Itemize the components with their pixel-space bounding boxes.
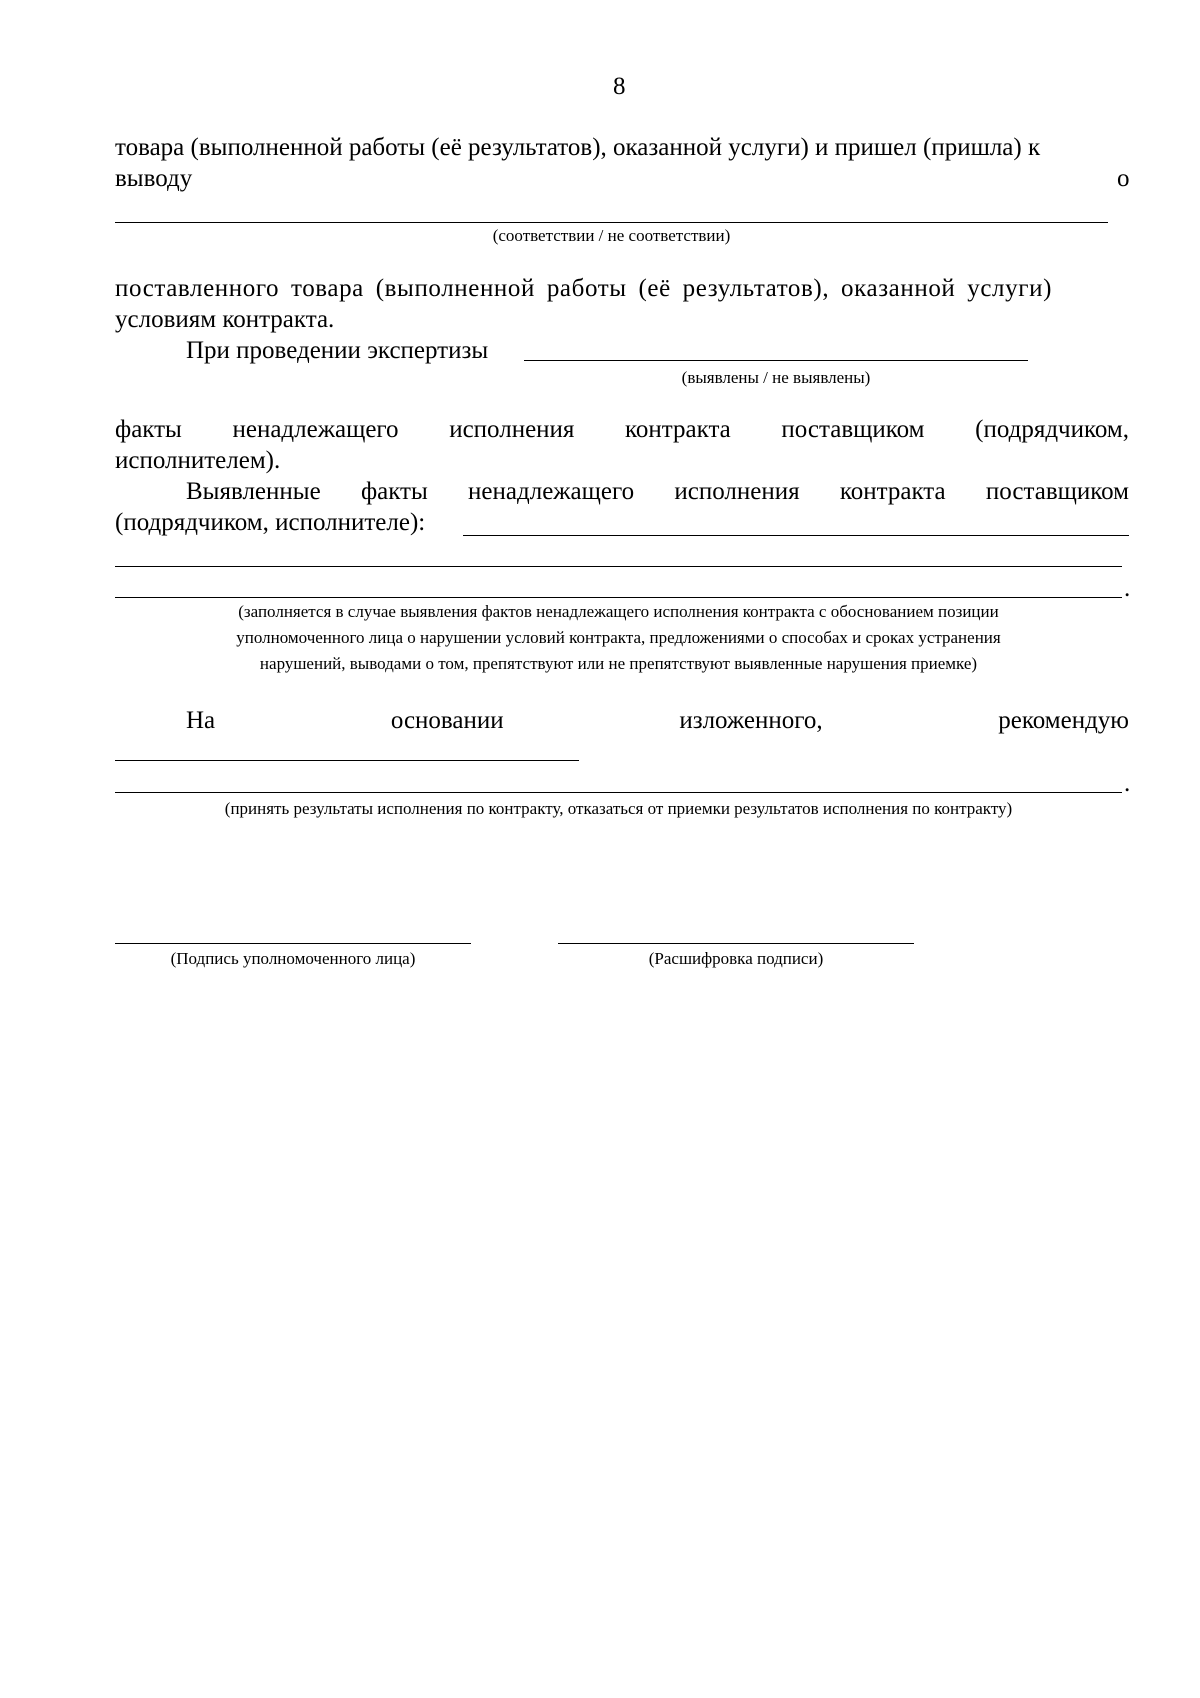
violations-fill-line-3 (115, 597, 1122, 598)
expertise-text: При проведении экспертизы (186, 337, 489, 364)
expertise-fill-line (524, 360, 1028, 361)
violations-caption-line1: (заполняется в случае выявления фактов ненадлежащего исполнения контракта с обоснованием позиции (238, 602, 999, 621)
para2-line2: условиям контракта. (115, 306, 335, 333)
para4-line2: (подрядчиком, исполнителе): (115, 509, 426, 536)
word: факты (360, 478, 428, 505)
word: контракта (625, 416, 731, 443)
violations-caption-line3: нарушений, выводами о том, препятствуют или не препятствуют выявленные нарушения приемке) (259, 654, 978, 673)
signature-decode-line (558, 943, 914, 944)
expertise-caption: (выявлены / не выявлены) (681, 368, 871, 387)
conformity-caption: (соответствии / не соответствии) (492, 226, 731, 245)
para2-line1: поставленного товара (выполненной работы (её результатов), оказанной услуги) (115, 275, 1052, 302)
word: поставщиком (985, 478, 1129, 505)
word: изложенного, (679, 707, 823, 734)
word: рекомендую (998, 707, 1129, 734)
word: поставщиком (781, 416, 925, 443)
para1-line2-word: выводу (115, 165, 193, 192)
violations-fill-line-1 (463, 535, 1129, 536)
para5-line1 (186, 706, 1129, 736)
word: факты (115, 416, 182, 443)
page-number: 8 (613, 73, 626, 100)
word: контракта (839, 478, 946, 505)
word: Выявленные (186, 478, 321, 505)
para3-line1 (115, 415, 1129, 445)
para1-line1: товара (выполненной работы (её результатов), оказанной услуги) и пришел (пришла) к (115, 134, 1041, 161)
word: На (186, 707, 216, 734)
conformity-fill-line (115, 222, 1108, 223)
word: исполнения (674, 478, 800, 505)
violations-fill-line-2 (115, 566, 1122, 567)
para1-line2-end: о (1117, 165, 1130, 192)
signature-decode-caption: (Расшифровка подписи) (648, 949, 824, 968)
signature-line (115, 943, 471, 944)
recommendation-fill-line-2 (115, 792, 1122, 793)
recommendation-end-period: . (1124, 770, 1131, 797)
word: ненадлежащего (468, 478, 635, 505)
word: (подрядчиком, (975, 416, 1129, 443)
para4-line1 (186, 477, 1129, 507)
violations-caption-line2: уполномоченного лица о нарушении условий контракта, предложениями о способах и сроках устранения (236, 628, 1001, 647)
para3-line2: исполнителем). (115, 447, 281, 474)
violations-end-period: . (1124, 575, 1131, 602)
word: ненадлежащего (232, 416, 399, 443)
word: исполнения (449, 416, 575, 443)
signature-caption: (Подпись уполномоченного лица) (170, 949, 416, 968)
recommendation-fill-line-1 (115, 760, 579, 761)
recommendation-caption: (принять результаты исполнения по контракту, отказаться от приемки результатов исполнения по контракту) (224, 799, 1013, 818)
word: основании (390, 707, 504, 734)
